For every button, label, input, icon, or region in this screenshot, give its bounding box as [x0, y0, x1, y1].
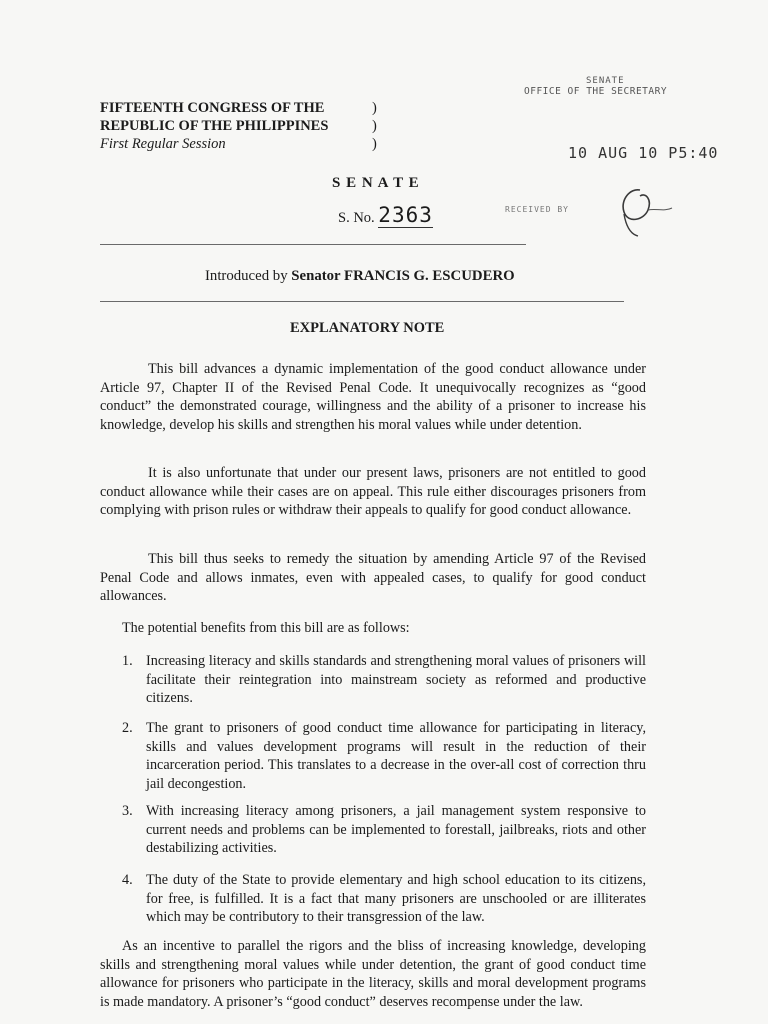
- header-rule: [100, 244, 526, 245]
- closing-paragraph: As an incentive to parallel the rigors and the bliss of increasing knowledge, developing skills and strengthening moral values while under detention, the grant of good conduct time allowance for prisoners who participate in the literacy, skills and moral development programs is made mandatory. A prisoner’s “good conduct” deserves recompense under the law.: [100, 938, 646, 1010]
- paren-1: ): [372, 100, 377, 116]
- stamp-senate: SENATE: [586, 76, 625, 86]
- benefit-number: 4.: [122, 872, 133, 888]
- signature-scribble: [600, 182, 680, 242]
- stamp-office: OFFICE OF THE SECRETARY: [524, 86, 668, 97]
- benefit-number: 2.: [122, 720, 133, 736]
- benefit-number: 1.: [122, 653, 133, 669]
- paragraph-3: This bill thus seeks to remedy the situation by amending Article 97 of the Revised Penal Code and allows inmates, even with appealed cases, to qualify for good conduct allowances.: [100, 551, 646, 604]
- benefit-item: Increasing literacy and skills standards and strengthening moral values of prisoners will facilitate their reintegration into mainstream society as reformed and productive citizens.: [146, 653, 646, 706]
- bill-number: 2363: [378, 203, 433, 227]
- congress-line-2: REPUBLIC OF THE PHILIPPINES: [100, 118, 329, 134]
- bill-number-label: S. No.: [338, 210, 375, 226]
- bill-number-line: [338, 203, 433, 227]
- paragraph-1: This bill advances a dynamic implementation of the good conduct allowance under Article 97, Chapter II of the Revised Penal Code. It unequivocally recognizes as “good conduct” the demonstrated courage, willingness and the ability of a prisoner to increase his knowledge, develop his skills and strengthen his moral values while under detention.: [100, 361, 646, 433]
- introduced-prefix: Introduced by: [205, 268, 292, 284]
- benefit-number: 3.: [122, 803, 133, 819]
- introduced-rule: [100, 301, 624, 302]
- author-name: Senator FRANCIS G. ESCUDERO: [291, 268, 515, 284]
- benefit-item: The grant to prisoners of good conduct time allowance for participating in literacy, skills and values development programs will result in the reduction of their incarceration period. This translates to a decrease in the over-all cost of correction thru jail decongestion.: [146, 720, 646, 792]
- stamp-received-date: 10 AUG 10 P5:40: [568, 144, 719, 162]
- chamber-label: S E N A T E: [332, 175, 420, 191]
- paren-2: ): [372, 118, 377, 134]
- page-title: EXPLANATORY NOTE: [290, 320, 445, 336]
- paragraph-4: The potential benefits from this bill are as follows:: [122, 620, 410, 636]
- paren-3: ): [372, 136, 377, 152]
- session-line: First Regular Session: [100, 136, 226, 152]
- benefit-item: The duty of the State to provide elementary and high school education to its citizens, for free, is fulfilled. It is a fact that many prisoners are unschooled or are illiterates which may be contributory to their transgression of the law.: [146, 872, 646, 925]
- paragraph-2: It is also unfortunate that under our present laws, prisoners are not entitled to good conduct allowance while their cases are on appeal. This rule either discourages prisoners from complying with prison rules or withdraw their appeals to qualify for good conduct allowance.: [100, 465, 646, 518]
- congress-header: [100, 99, 400, 153]
- introduced-line: [205, 268, 515, 285]
- paren-column: [372, 99, 377, 153]
- benefit-item: With increasing literacy among prisoners, a jail management system responsive to current needs and problems can be implemented to forestall, jailbreaks, riots and other destabilizing activities.: [146, 803, 646, 856]
- stamp-received-by: RECEIVED BY: [505, 205, 569, 214]
- congress-line-1: FIFTEENTH CONGRESS OF THE: [100, 100, 325, 116]
